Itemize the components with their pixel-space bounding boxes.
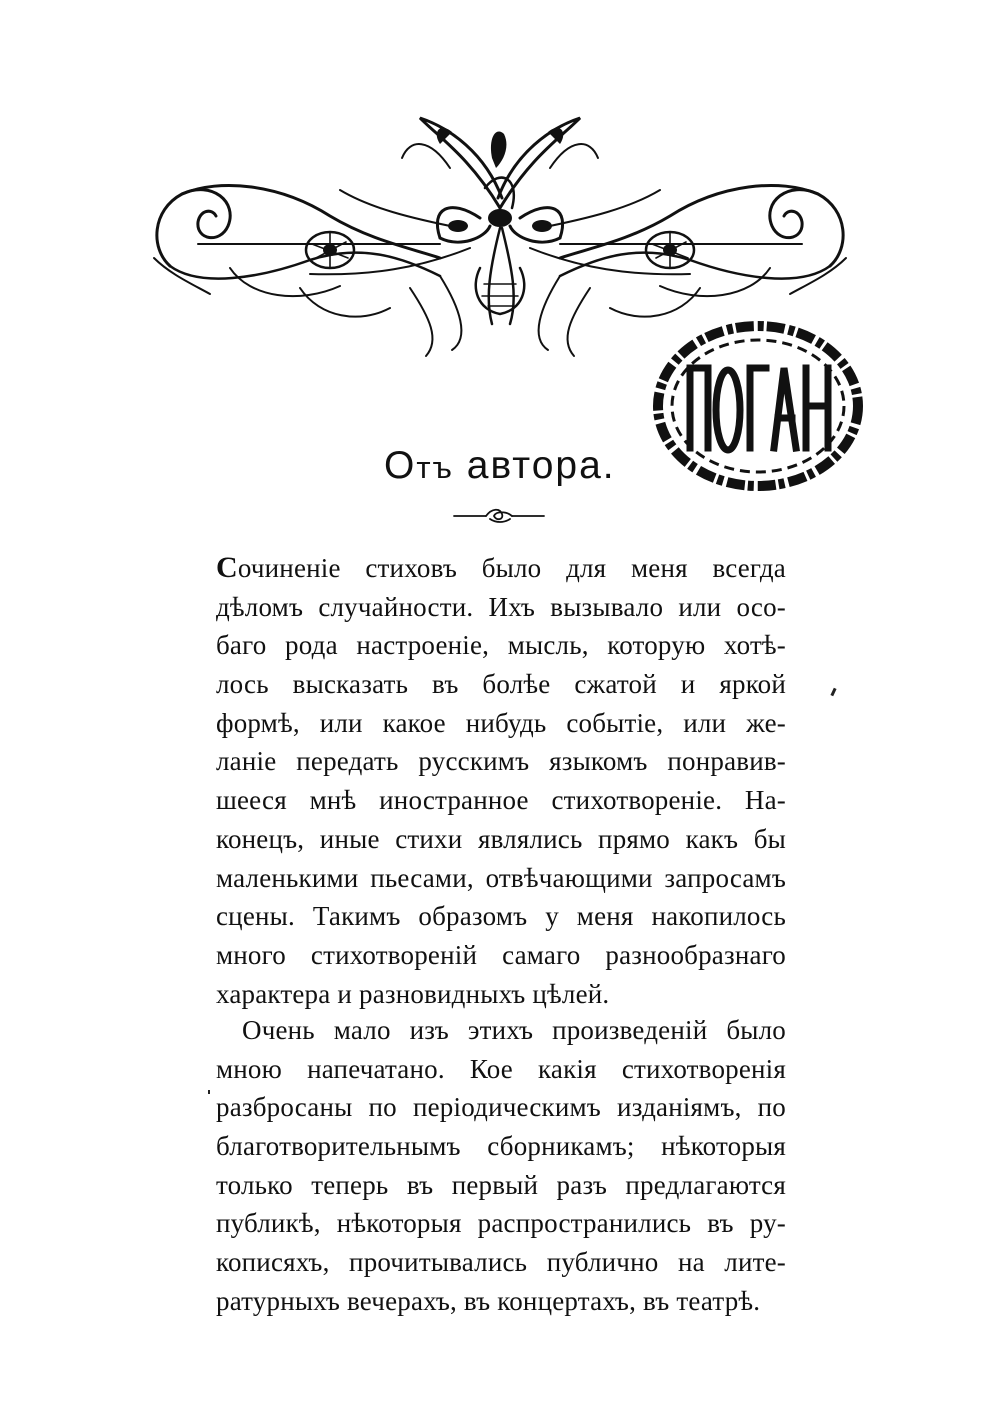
- title-initial: О: [384, 444, 417, 487]
- text-line: дѣломъ случайности. Ихъ вызывало или осо-: [216, 591, 786, 622]
- text-line: мною напечатано. Кое какія стихотворенія: [216, 1053, 786, 1084]
- text-line: Очень мало изъ этихъ произведеній было: [242, 1015, 786, 1045]
- text-line: маленькими пьесами, отвѣчающими запросамъ: [216, 862, 786, 893]
- library-stamp-icon: [650, 318, 866, 494]
- text-line: формѣ, или какое нибудь событіе, или же-: [216, 707, 786, 738]
- print-speck: [830, 688, 836, 697]
- text-line: ратурныхъ вечерахъ, въ концертахъ, въ театрѣ.: [216, 1285, 761, 1316]
- text-line: публикѣ, нѣкоторыя распространились въ ру-: [216, 1208, 786, 1239]
- text-line: кописяхъ, прочитывались публично на лите-: [216, 1247, 786, 1278]
- print-speck: [208, 1090, 210, 1094]
- text-line: [216, 549, 786, 588]
- title-rest: автора.: [453, 444, 616, 487]
- text-line: много стихотвореній самаго разнообразнаго: [216, 939, 786, 970]
- paragraph-1: [216, 549, 786, 1013]
- text-line: лось высказать въ болѣе сжатой и яркой: [216, 669, 786, 700]
- text-line: благотворительнымъ сборникамъ; нѣкоторыя: [216, 1131, 786, 1162]
- text-line: конецъ, иные стихи являлись прямо какъ бы: [216, 823, 786, 854]
- title-small-caps: тъ: [416, 450, 454, 485]
- text-line: только теперь въ первый разъ предлагаются: [216, 1169, 786, 1200]
- text-line: разбросаны по періодическимъ изданіямъ, по: [216, 1092, 786, 1123]
- page-title: [384, 444, 616, 488]
- paragraph-2: [216, 1011, 786, 1321]
- text-line: баго рода настроеніе, мысль, которую хотѣ-: [216, 630, 786, 661]
- text-line: характера и разновидныхъ цѣлей.: [216, 978, 610, 1009]
- text-line: ланіе передать русскимъ языкомъ понравив-: [216, 746, 786, 777]
- drop-cap: С: [216, 551, 238, 584]
- text-line: сцены. Такимъ образомъ у меня накопилось: [216, 901, 786, 932]
- flourish-divider-icon: [452, 505, 546, 525]
- text-line-content: очиненіе стиховъ было для меня всегда: [237, 553, 786, 583]
- text-line: шееся мнѣ иностранное стихотвореніе. На-: [216, 785, 786, 816]
